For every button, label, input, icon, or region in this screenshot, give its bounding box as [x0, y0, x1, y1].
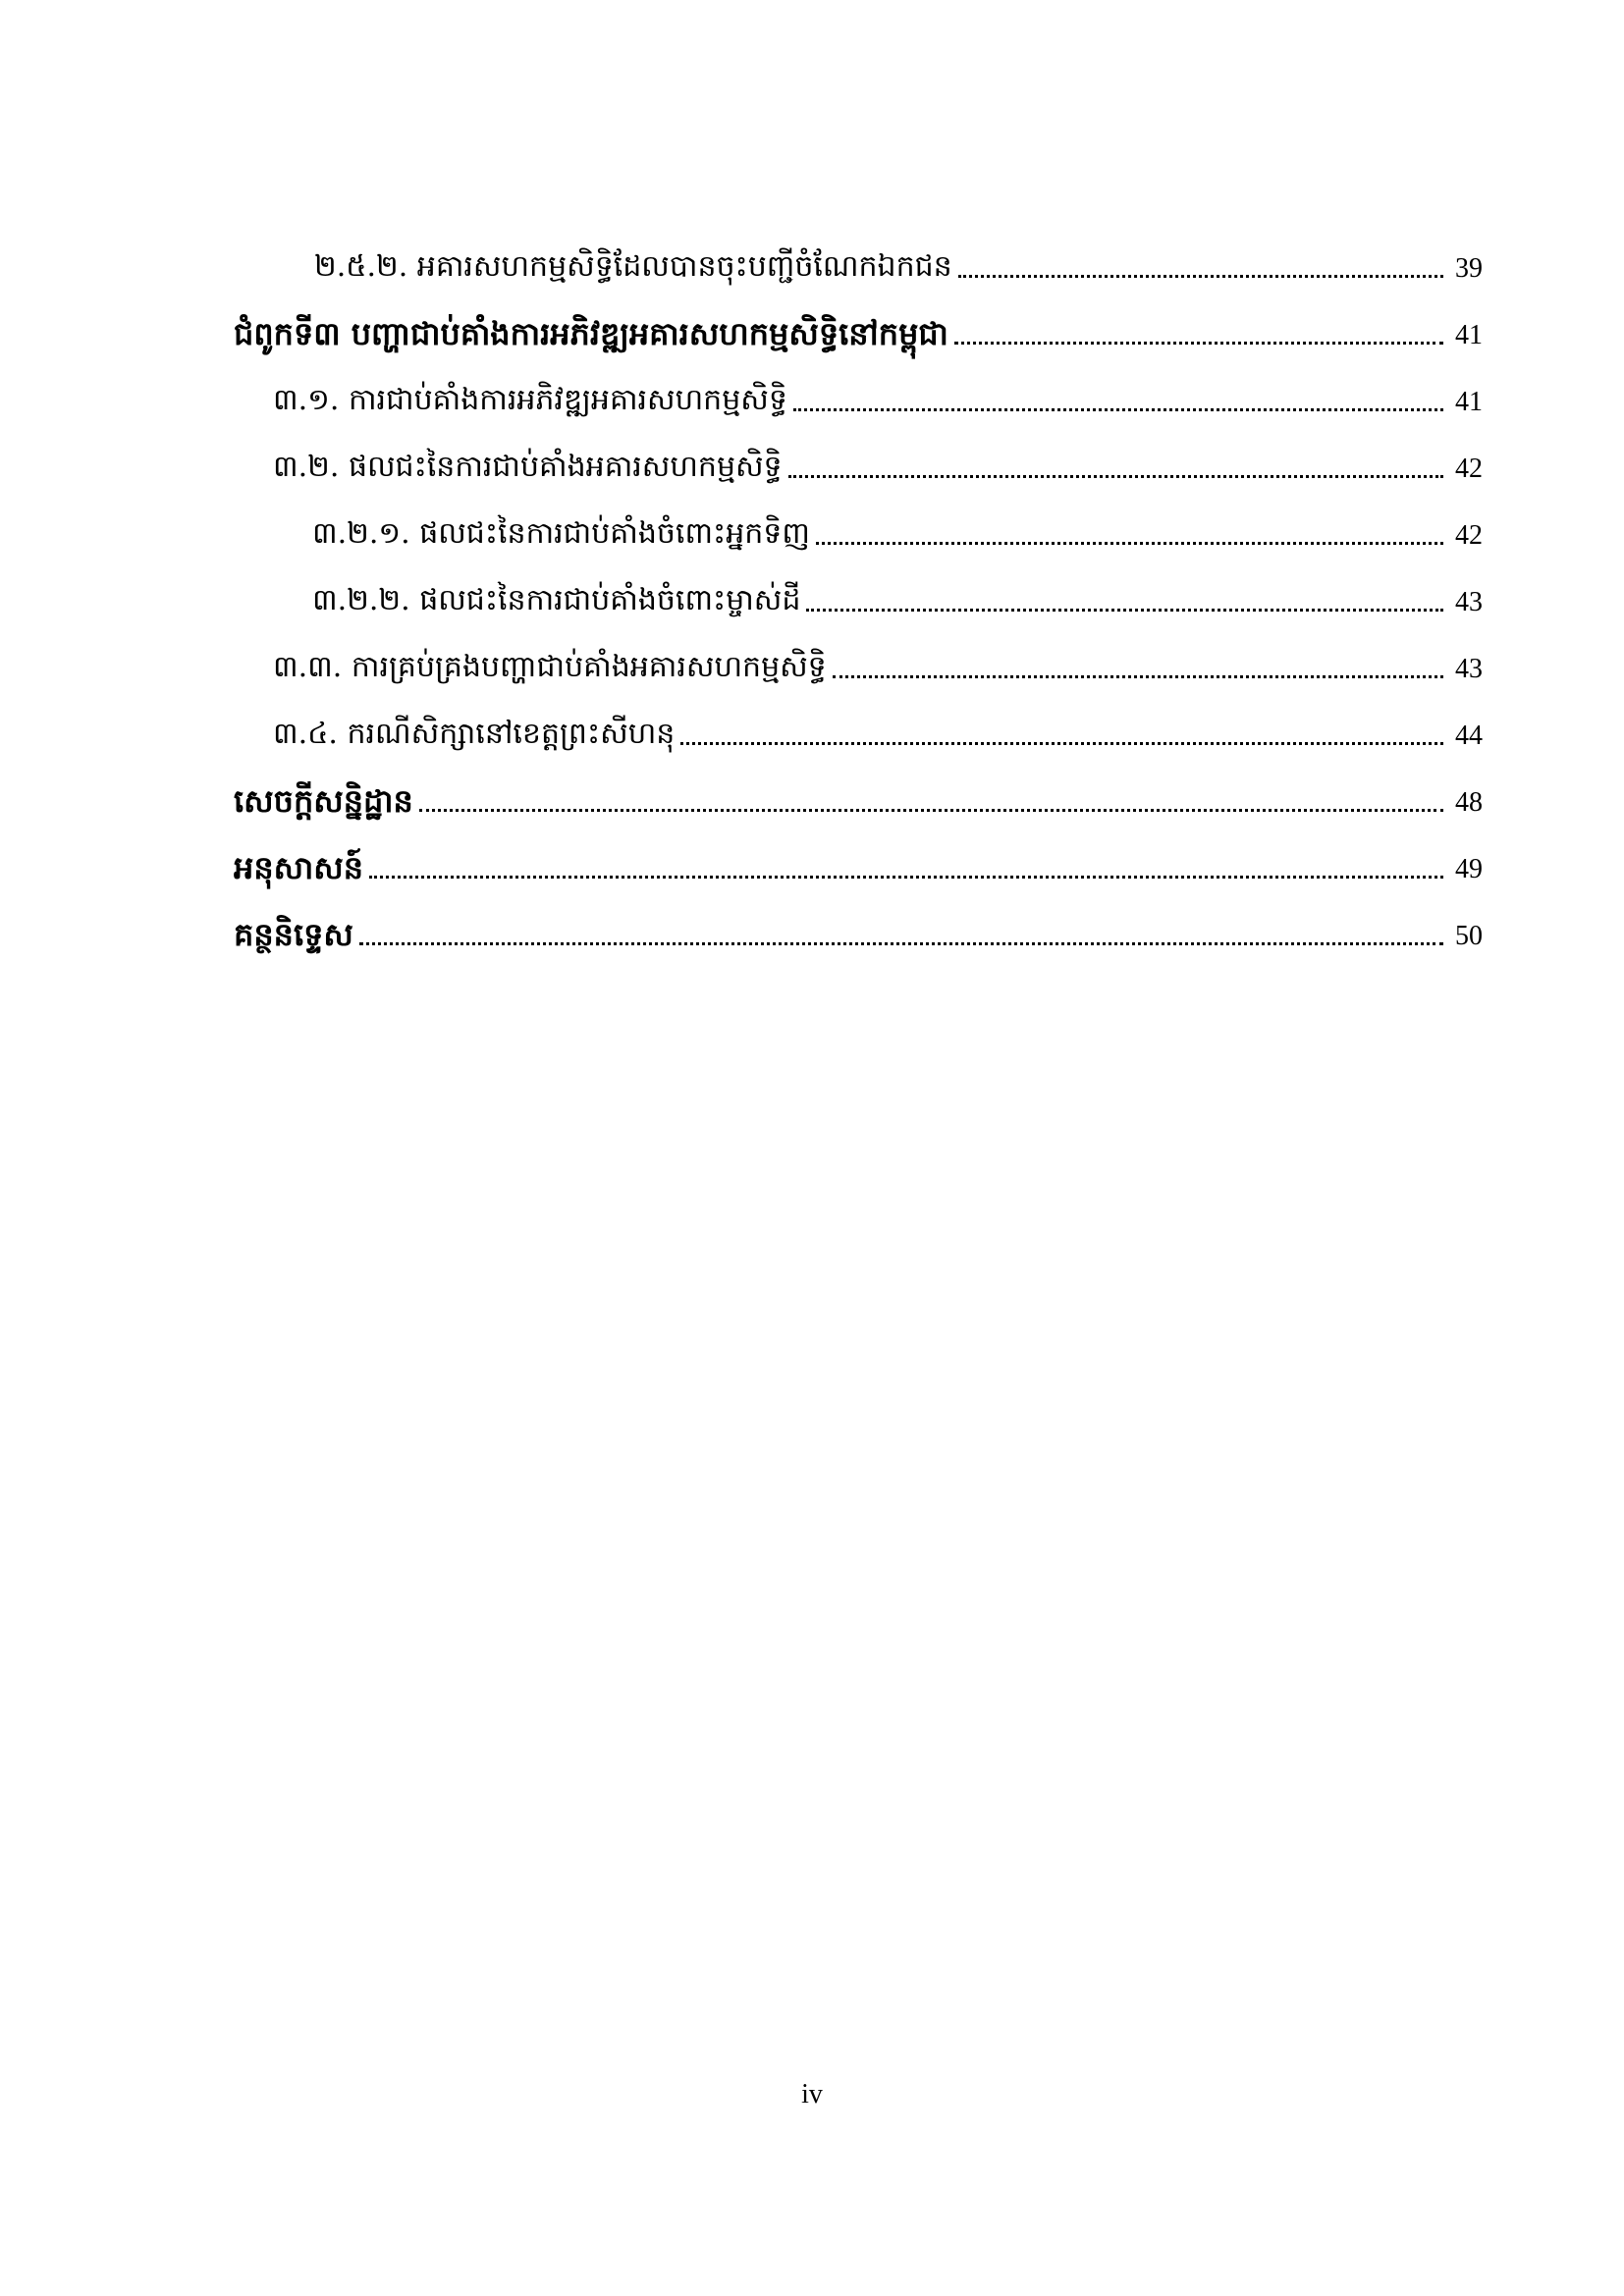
toc-entry-conclusion	[234, 770, 1624, 821]
toc-dot-leader	[359, 942, 1443, 945]
toc-entry-page: 42	[1455, 454, 1483, 484]
toc-entry-title: ៣.៣. ការគ្រប់គ្រងបញ្ហាជាប់គាំងអគារសហកម្មសិទ្ធិ	[273, 650, 827, 684]
toc-dot-leader	[954, 342, 1443, 345]
toc-entry-title: ៣.២.២. ផលជះនៃការជាប់គាំងចំពោះម្ចាស់ដី	[312, 583, 801, 617]
toc-entry-title: ២.៥.២. អគារសហកម្មសិទ្ធិដែលបានចុះបញ្ជីចំណែកឯកជន	[314, 249, 952, 284]
toc-entry-title: ៣.៤. ករណីសិក្សានៅខេត្តព្រះសីហនុ	[273, 717, 676, 751]
toc-entry-title: គន្ថនិទ្ទេស	[234, 916, 353, 953]
toc-entry-page: 44	[1455, 721, 1483, 751]
toc-entry-3-3	[273, 636, 1624, 687]
toc-entry-3-4	[273, 703, 1624, 754]
toc-entry-3-2-2	[312, 569, 1624, 620]
toc-entry-3-2	[273, 436, 1624, 487]
toc-dot-leader	[793, 408, 1443, 411]
toc-dot-leader	[806, 609, 1443, 612]
toc-entry-title: ៣.២. ផលជះនៃការជាប់គាំងអគារសហកម្មសិទ្ធិ	[273, 450, 783, 484]
toc-entry-page: 48	[1455, 787, 1483, 818]
toc-entry-page: 43	[1455, 587, 1483, 617]
toc-dot-leader	[958, 275, 1443, 278]
toc-dot-leader	[833, 675, 1443, 678]
toc-dot-leader	[419, 809, 1443, 812]
toc-dot-leader	[788, 475, 1443, 478]
toc-entry-page: 43	[1455, 654, 1483, 684]
toc-entry-2-5-2	[314, 236, 1624, 287]
toc-entry-recommendations	[234, 836, 1624, 887]
toc-entry-page: 41	[1455, 320, 1483, 350]
toc-entry-page: 39	[1455, 253, 1483, 284]
toc-dot-leader	[369, 876, 1443, 879]
toc-dot-leader	[816, 542, 1443, 545]
toc-entry-page: 42	[1455, 520, 1483, 551]
toc-entry-page: 41	[1455, 387, 1483, 417]
toc-entry-title: ៣.១. ការជាប់គាំងការអភិវឌ្ឍអគារសហកម្មសិទ្ធិ	[273, 383, 787, 417]
toc-entry-title: ៣.២.១. ផលជះនៃការជាប់គាំងចំពោះអ្នកទិញ	[312, 516, 810, 551]
toc-entry-chapter-3	[234, 302, 1624, 353]
toc-entry-page: 50	[1455, 921, 1483, 951]
toc-dot-leader	[680, 742, 1443, 745]
toc-entry-bibliography	[234, 903, 1624, 954]
toc-entry-title: ជំពូកទី៣ បញ្ហាជាប់គាំងការអភិវឌ្ឍអគារសហកម្មសិទ្ធិនៅកម្ពុជា	[234, 315, 948, 352]
page-number: iv	[801, 2079, 823, 2109]
toc-entry-title: អនុសាសន៍	[234, 849, 364, 886]
toc-entry-3-1	[273, 369, 1624, 420]
toc-entry-title: សេចក្តីសន្និដ្ឋាន	[234, 782, 413, 820]
toc-entry-3-2-1	[312, 503, 1624, 554]
toc-entry-page: 49	[1455, 854, 1483, 884]
